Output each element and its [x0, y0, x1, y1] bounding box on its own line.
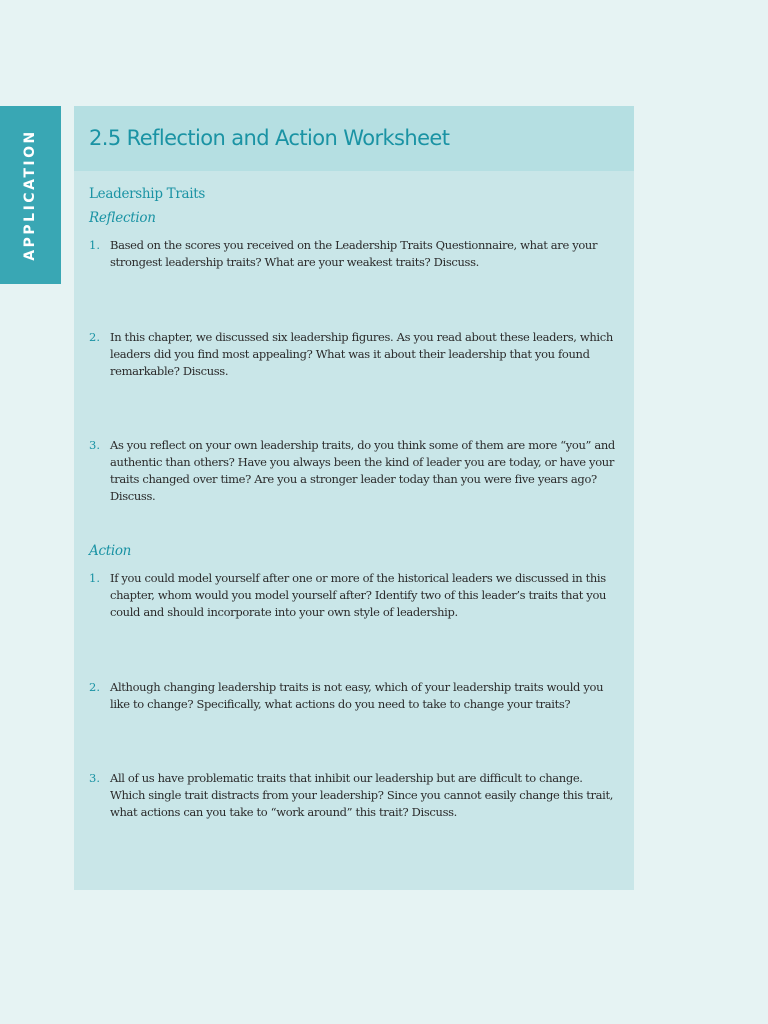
reflection-question-1	[89, 237, 619, 271]
worksheet-header	[74, 106, 634, 171]
question-text: Although changing leadership traits is not easy, which of your leadership traits would you like to change? Specifically, what actions do you need to take to change your traits?	[110, 680, 604, 711]
question-text: In this chapter, we discussed six leadership figures. As you read about these leaders, which leaders did you find most appealing? What was it about their leadership that you found remarkable? Discuss.	[110, 330, 613, 378]
question-text: All of us have problematic traits that inhibit our leadership but are difficult to change. Which single trait distracts from your leadership? Since you cannot easily change this trait, what actions can you take to “work around” this trait? Discuss.	[110, 771, 614, 819]
action-heading: Action	[89, 543, 132, 559]
worksheet-title: 2.5 Reflection and Action Worksheet	[89, 125, 450, 150]
question-number: 1.	[89, 571, 100, 585]
worksheet-panel	[74, 106, 634, 890]
question-number: 3.	[89, 438, 100, 452]
question-text: Based on the scores you received on the Leadership Traits Questionnaire, what are your strongest leadership traits? What are your weakest traits? Discuss.	[110, 238, 598, 269]
question-text: If you could model yourself after one or more of the historical leaders we discussed in this chapter, whom would you model yourself after? Identify two of this leader’s traits that you could and should incorporate into your own style of leadership.	[110, 571, 607, 619]
reflection-question-3	[89, 437, 619, 505]
question-number: 1.	[89, 238, 100, 252]
question-number: 3.	[89, 771, 100, 785]
section-title: Leadership Traits	[89, 186, 206, 202]
application-side-tab	[0, 106, 61, 284]
action-question-3	[89, 770, 619, 821]
question-text: As you reflect on your own leadership traits, do you think some of them are more “you” and authentic than others? Have you always been the kind of leader you are today, or have your traits changed over time? Are you a stronger leader today than you were five years ago? Discuss.	[110, 438, 615, 503]
reflection-heading: Reflection	[89, 210, 156, 226]
action-question-2	[89, 679, 619, 713]
question-number: 2.	[89, 680, 100, 694]
action-question-1	[89, 570, 619, 621]
side-tab-label: APPLICATION	[22, 129, 38, 261]
reflection-question-2	[89, 329, 619, 380]
question-number: 2.	[89, 330, 100, 344]
